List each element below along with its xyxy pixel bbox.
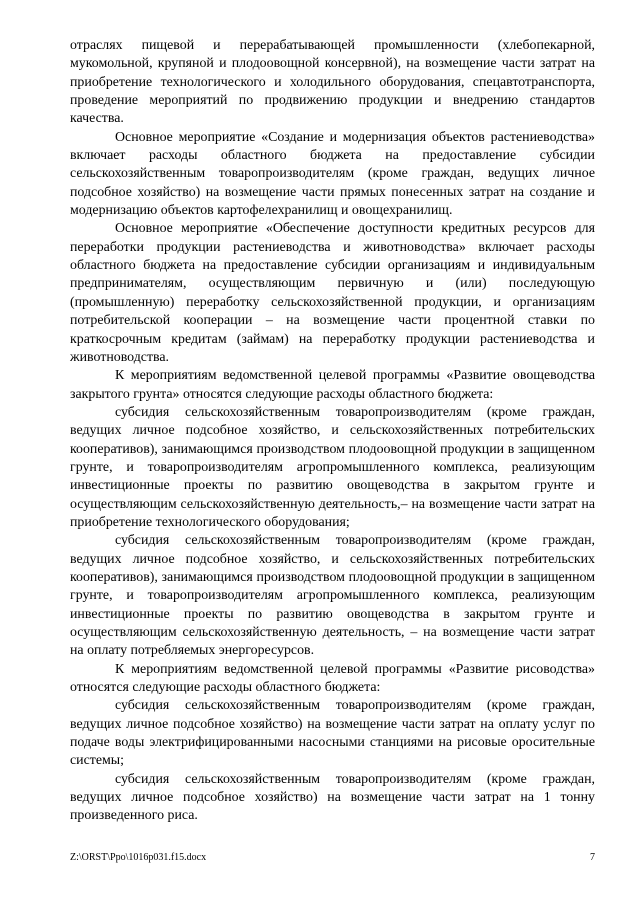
paragraph-7: К мероприятиям ведомственной целевой программы «Развитие рисоводства» относятся следующие расходы областного бюджета: — [70, 661, 595, 696]
paragraph-2: Основное мероприятие «Создание и модернизация объектов растениеводства» включает расходы областного бюджета на предоставление субсидии сельскохозяйственным товаропроизводителям (кроме граждан, ведущих личное подсобное хозяйство) на возмещение части прямых понесенных затрат на создание и модернизацию объектов картофелехранилищ и овощехранилищ. — [70, 129, 595, 219]
paragraph-1: отраслях пищевой и перерабатывающей промышленности (хлебопекарной, мукомольной, крупяной и плодоовощной консервной), на возмещение части затрат на приобретение технологического и холодильного оборудования, спецавтотранспорта, проведение мероприятий по продвижению продукции и внедрению стандартов качества. — [70, 38, 595, 127]
paragraph-4: К мероприятиям ведомственной целевой программы «Развитие овощеводства закрытого грунта» относятся следующие расходы областного бюджета: — [70, 368, 595, 402]
paragraph-3: Основное мероприятие «Обеспечение доступности кредитных ресурсов для переработки продукции растениеводства и животноводства» включает расходы областного бюджета на предоставление субсидии организациям и индивидуальным предпринимателям, осуществляющим первичную и (или) последующую (промышленную) переработку сельскохозяйственной продукции, и организациям потребительской кооперации – на возмещение части процентной ставки по краткосрочным кредитам (займам) на переработку продукции растениеводства и животноводства. — [70, 221, 595, 365]
paragraph-8: субсидия сельскохозяйственным товаропроизводителям (кроме граждан, ведущих личное подсобное хозяйство) на возмещение части затрат на оплату услуг по подаче воды электрифицированными насосными станциями на рисовые оросительные системы; — [70, 698, 595, 769]
footer-file-path: Z:\ORST\Ppo\1016p031.f15.docx — [70, 852, 207, 863]
paragraph-5: субсидия сельскохозяйственным товаропроизводителям (кроме граждан, ведущих личное подсобное хозяйство, и сельскохозяйственных потребительских кооперативов), занимающимся производством плодоовощной продукции в защищенном грунте, и товаропроизводителям агропромышленного комплекса, реализующим инвестиционные проекты по развитию овощеводства в закрытом грунте и осуществляющим сельскохозяйственную деятельность,– на возмещение части затрат на приобретение технологического оборудования; — [70, 404, 595, 530]
page-number: 7 — [590, 852, 595, 863]
paragraph-9: субсидия сельскохозяйственным товаропроизводителям (кроме граждан, ведущих личное подсобное хозяйство) на возмещение части затрат на 1 тонну произведенного риса. — [70, 771, 595, 824]
document-body — [70, 37, 595, 826]
paragraph-6: субсидия сельскохозяйственным товаропроизводителям (кроме граждан, ведущих личное подсобное хозяйство, и сельскохозяйственных потребительских кооперативов), занимающимся производством плодоовощной продукции в защищенном грунте, и товаропроизводителям агропромышленного комплекса, реализующим инвестиционные проекты по развитию овощеводства в закрытом грунте и осуществляющим сельскохозяйственную деятельность, – на возмещение части затрат на оплату потребляемых энергоресурсов. — [70, 533, 595, 659]
